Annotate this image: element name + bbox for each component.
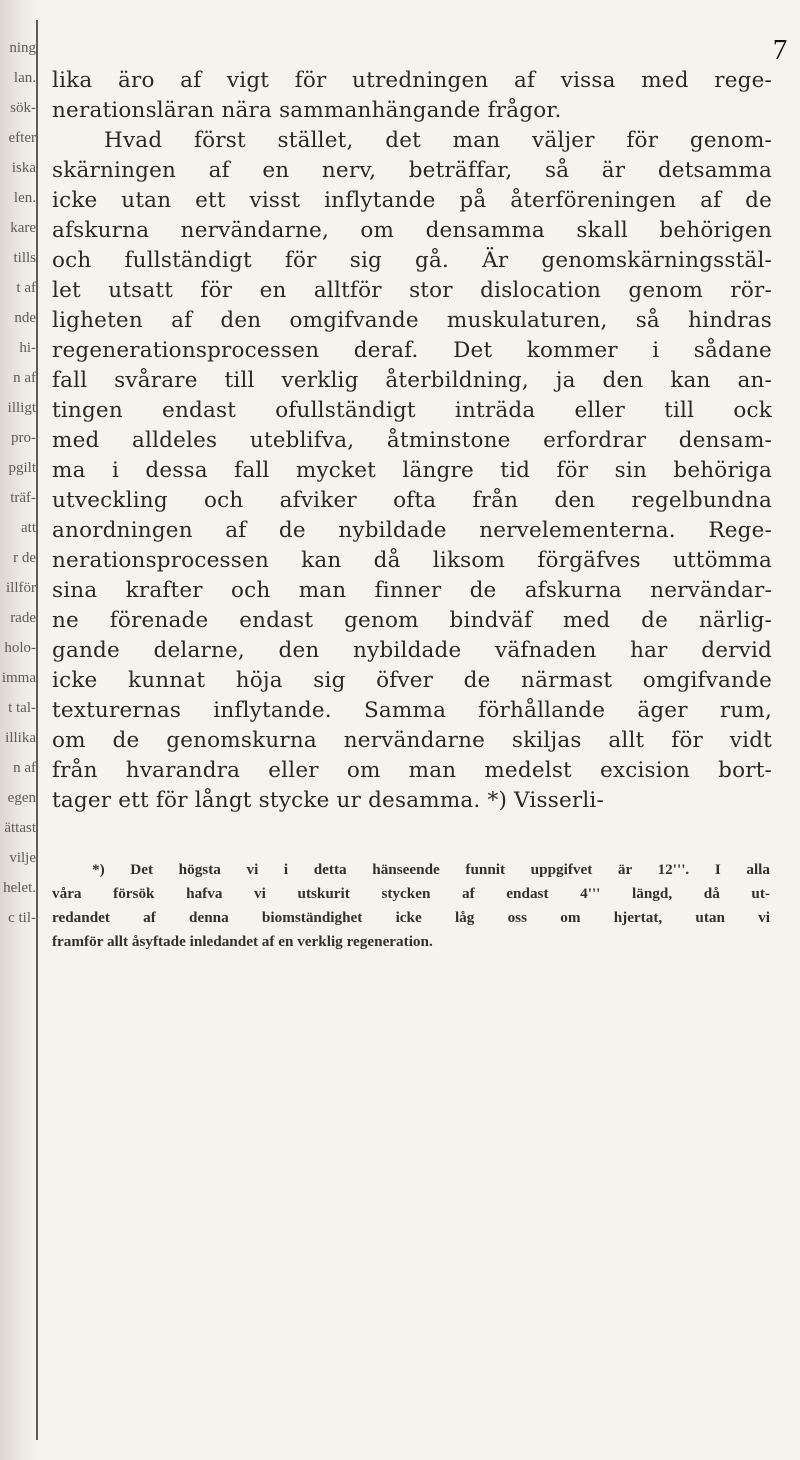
bleed-fragment: n af (13, 760, 36, 776)
text-line: ligheten af den omgifvande muskulaturen, så hindras (52, 308, 772, 333)
page-number: 7 (772, 34, 788, 66)
text-line: gande delarne, den nybildade väfnaden har dervid (52, 638, 772, 663)
text-line: nerationsläran nära sammanhängande frågor. (52, 98, 562, 123)
text-line: fall svårare till verklig återbildning, ja den kan an- (52, 368, 772, 393)
body-text (52, 66, 772, 816)
bleed-fragment: helet. (3, 880, 36, 896)
bleed-fragment: c til- (8, 910, 36, 926)
bleed-fragment: illför (6, 580, 36, 596)
text-line: Hvad först stället, det man väljer för genom- (104, 128, 772, 153)
text-line: tager ett för långt stycke ur desamma. *) Visserli- (52, 788, 604, 813)
bleed-fragment: illika (5, 730, 36, 746)
bleed-fragment: iska (11, 160, 36, 176)
text-line: utveckling och afviker ofta från den regelbundna (52, 488, 772, 513)
bleed-fragment: r de (13, 550, 36, 566)
bleed-fragment: imma (1, 670, 36, 686)
text-line: anordningen af de nybildade nervelementerna. Rege- (52, 518, 772, 543)
footnote (52, 858, 770, 954)
bleed-fragment: träf- (10, 490, 36, 506)
bleed-fragment: rade (10, 610, 36, 626)
bleed-fragment: att (21, 520, 36, 536)
bleed-fragment: vilje (9, 850, 36, 866)
bleed-fragment: tills (13, 250, 36, 266)
text-line: texturernas inflytande. Samma förhållande äger rum, (52, 698, 772, 723)
bleed-fragment: efter (8, 130, 36, 146)
bleed-fragment: n af (13, 370, 36, 386)
text-line: ma i dessa fall mycket längre tid för sin behöriga (52, 458, 772, 483)
text-line: och fullständigt för sig gå. Är genomskärningsstäl- (52, 248, 772, 273)
text-line: från hvarandra eller om man medelst excision bort- (52, 758, 772, 783)
bleed-fragment: holo- (4, 640, 36, 656)
bleed-fragment: nde (14, 310, 36, 326)
bleed-fragment: illigt (7, 400, 36, 416)
bleed-fragment: t tal- (8, 700, 36, 716)
bleed-fragment: ning (9, 40, 36, 56)
text-line: icke utan ett visst inflytande på återföreningen af de (52, 188, 772, 213)
adjacent-page-bleed (0, 0, 36, 1460)
paragraph (52, 66, 772, 126)
footnote-line: framför allt åsyftade inledandet af en verklig regeneration. (52, 933, 433, 950)
text-line: icke kunnat höja sig öfver de närmast omgifvande (52, 668, 772, 693)
bleed-fragment: t af (16, 280, 36, 296)
bleed-fragment: egen (7, 790, 36, 806)
text-line: ne förenade endast genom bindväf med de närlig- (52, 608, 772, 633)
text-line: om de genomskurna nervändarne skiljas allt för vidt (52, 728, 772, 753)
text-line: regenerationsprocessen deraf. Det kommer i sådane (52, 338, 772, 363)
bleed-fragment: hi- (19, 340, 36, 356)
footnote-line: *) Det högsta vi i detta hänseende funnit uppgifvet är 12'''. I alla (92, 861, 770, 878)
bleed-fragment: lan. (13, 70, 36, 86)
text-line: let utsatt för en alltför stor dislocation genom rör- (52, 278, 772, 303)
text-line: nerationsprocessen kan då liksom förgäfves uttömma (52, 548, 772, 573)
bleed-fragment: len. (13, 190, 36, 206)
bleed-fragment: pgilt (8, 460, 36, 476)
bleed-fragment: sök- (10, 100, 36, 116)
bleed-fragment: ättast (4, 820, 36, 836)
text-line: afskurna nervändarne, om densamma skall behörigen (52, 218, 772, 243)
footnote-line: våra försök hafva vi utskurit stycken af endast 4''' längd, då ut- (52, 885, 770, 902)
bleed-fragment: kare (10, 220, 36, 236)
footnote-line: redandet af denna biomständighet icke låg oss om hjertat, utan vi (52, 909, 770, 926)
paragraph (52, 126, 772, 816)
text-line: lika äro af vigt för utredningen af vissa med rege- (52, 68, 772, 93)
gutter-rule (36, 20, 38, 1440)
text-line: tingen endast ofullständigt inträda eller till ock (52, 398, 772, 423)
bleed-fragment: pro- (11, 430, 36, 446)
text-line: skärningen af en nerv, beträffar, så är detsamma (52, 158, 772, 183)
text-line: sina krafter och man finner de afskurna nervändar- (52, 578, 772, 603)
text-line: med alldeles uteblifva, åtminstone erfordrar densam- (52, 428, 772, 453)
